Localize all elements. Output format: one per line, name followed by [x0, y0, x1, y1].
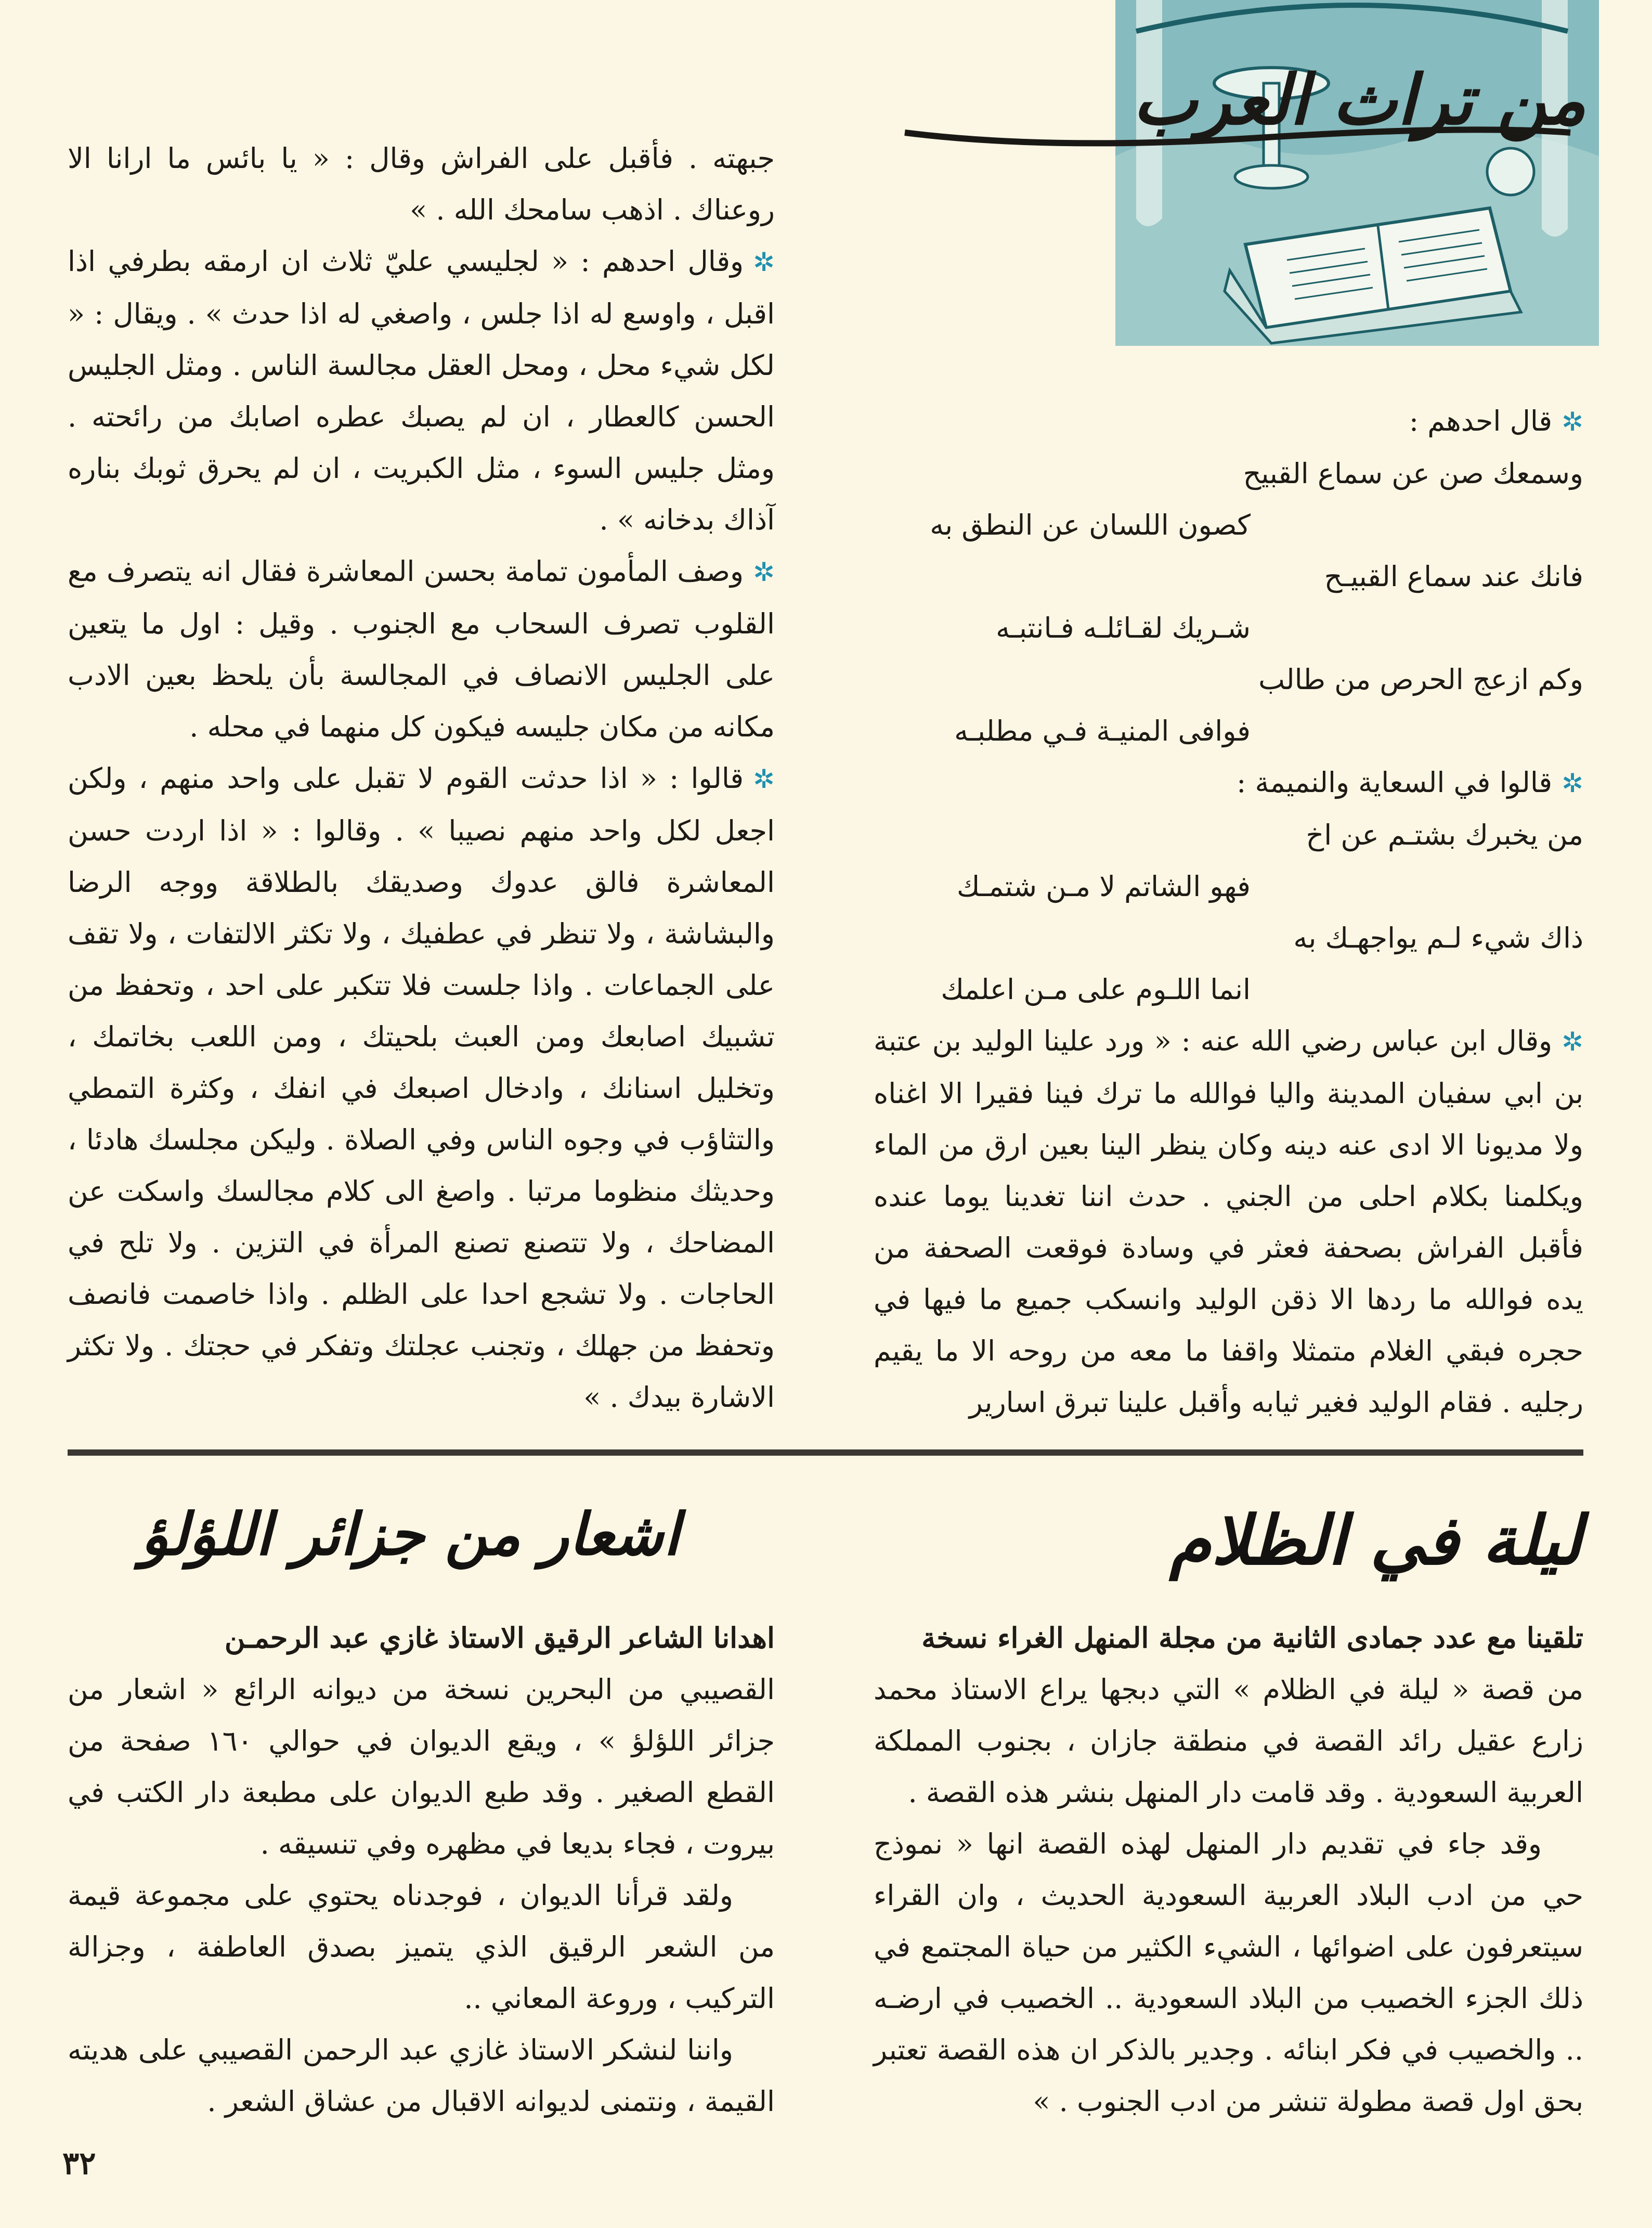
poem1-intro: ✲قال احدهم :	[1409, 405, 1583, 437]
poem2-intro: ✲قالوا في السعاية والنميمة :	[1237, 766, 1583, 799]
star-bullet-icon: ✲	[1562, 1027, 1583, 1057]
announcement-paragraph: القصيبي من البحرين نسخة من ديوانه الرائع « اشعار من جزائر اللؤلؤ » ، ويقع الديوان في حوالي ١٦٠ صفحة من القطع الصغير . وقد طبع الديوان على مطبعة دار الكتب في بيروت ، فجاء بديعا في مظهره وفي تنسيقه .	[68, 1673, 775, 1860]
mamun-paragraph: ✲وصف المأمون تمامة بحسن المعاشرة فقال انه يتصرف مع القلوب تصرف السحاب مع الجنوب . وقيل : اول ما يتعين على الجليس الانصاف في المجالسة بأن يلحظ بعين الادب مكانه من مكان جليسه فيكون كل منهما في محله .	[68, 555, 775, 743]
announcement-paragraph: واننا لنشكر الاستاذ غازي عبد الرحمن القصيبي على هديته القيمة ، ونتمنى لديوانه الاقبال من عشاق الشعر .	[68, 2033, 775, 2118]
verse-second-half: فوافى المنيـة فـي مطلبـه	[954, 715, 1251, 747]
verse-second-half: فهو الشاتم لا مـن شتمـك	[956, 870, 1251, 903]
poem2	[874, 809, 1583, 1015]
announcement-paragraph: من قصة « ليلة في الظلام » التي دبجها يراع الاستاذ محمد زارع عقيل رائد القصة في منطقة جازان ، بجنوب المملكة العربية السعودية . وقد قامت دار المنهل بنشر هذه القصة .	[874, 1673, 1583, 1809]
announcement-lead: تلقينا مع عدد جمادى الثانية من مجلة المنهل الغراء نسخة	[921, 1621, 1583, 1654]
book-announcement	[68, 1612, 775, 2127]
etiquette-paragraph: ✲قالوا : « اذا حدثت القوم لا تقبل على واحد منهم ، ولكن اجعل لكل واحد منهم نصيبا » . وقالوا : « اذا اردت حسن المعاشرة فالق عدوك وصديقك بالطلاقة ووجه الرضا والبشاشة ، ولا تنظر في عطفيك ، ولا تكثر الالتفات ، ولا تقف على الجماعات . واذا جلست فلا تتكبر على احد ، وتحفظ من تشبيك اصابعك ومن العبث بلحيتك ، ومن اللعب بخاتمك ، وتخليل اسنانك ، وادخال اصبعك في انفك ، وكثرة التمطي والتثاؤب في وجوه الناس وفي الصلاة . وليكن مجلسك هادئا ، وحديثك منظوما مرتبا . واصغ الى كلام مجالسك واسكت عن المضاحك ، ولا تتصنع تصنع المرأة في التزين . ولا تلح في الحاجات . ولا تشجع احدا على الظلم . واذا خاصمت فانصف وتحفظ من جهلك ، وتجنب عجلتك وتفكر في حجتك . ولا تكثر الاشارة بيدك . »	[68, 762, 775, 1414]
companion-paragraph: ✲وقال احدهم : « لجليسي عليّ ثلاث ان ارمقه بطرفي اذا اقبل ، واوسع له اذا جلس ، واصغي له اذا حدث » . ويقال : « لكل شيء محل ، ومحل العقل مجالسة الناس . ومثل الجليس الحسن كالعطار ، ان لم يصبك عطره اصابك من رائحته . ومثل جليس السوء ، مثل الكبريت ، ان لم يحرق ثوبك بناره آذاك بدخانه » .	[68, 245, 775, 536]
banner-title: من تراث العرب	[1133, 60, 1586, 140]
star-bullet-icon: ✲	[1562, 407, 1583, 437]
story-heading: ليلة في الظلام	[1169, 1500, 1582, 1580]
verse-first-half: من يخبرك بشتـم عن اخ	[1306, 819, 1583, 851]
star-bullet-icon: ✲	[753, 247, 775, 277]
verse-first-half: وسمعك صن عن سماع القبيح	[1243, 457, 1583, 490]
page-number: ٣٢	[62, 2145, 96, 2182]
story-end-paragraph: جبهته . فأقبل على الفراش وقال : « يا بائس ما ارانا الا روعناك . اذهب سامحك الله . »	[68, 142, 775, 226]
story-announcement	[874, 1612, 1583, 2127]
verse-first-half: وكم ازعج الحرص من طالب	[1258, 663, 1583, 696]
verse-second-half: شـريك لقـائلـه فـانتبـه	[996, 612, 1251, 644]
star-bullet-icon: ✲	[753, 557, 775, 587]
verse-second-half: انما اللـوم على مـن اعلمك	[941, 973, 1251, 1006]
poem1	[874, 448, 1583, 757]
verse-first-half: ذاك شيء لـم يواجهـك به	[1293, 922, 1583, 954]
book-heading: اشعار من جزائر اللؤلؤ	[140, 1500, 680, 1569]
announcement-lead: اهدانا الشاعر الرقيق الاستاذ غازي عبد الرحمـن	[224, 1621, 775, 1654]
books-and-lamp-illustration	[1115, 0, 1599, 346]
left-column	[68, 133, 775, 1423]
right-column	[874, 395, 1583, 1428]
announcement-paragraph: وقد جاء في تقديم دار المنهل لهذه القصة انها « نموذج حي من ادب البلاد العربية السعودية الحديث ، وان القراء سيتعرفون على اضوائها ، الشيء الكثير من حياة المجتمع في ذلك الجزء الخصيب من البلاد السعودية .. الخصيب في ارضـه .. والخصيب في فكر ابنائه . وجدير بالذكر ان هذه القصة تعتبر بحق اول قصة مطولة تنشر من ادب الجنوب . »	[874, 1828, 1583, 2118]
verse-second-half: كصون اللسان عن النطق به	[930, 509, 1251, 541]
story-paragraph: ✲وقال ابن عباس رضي الله عنه : « ورد علينا الوليد بن عتبة بن ابي سفيان المدينة واليا فوالله ما ترك فينا فقيرا الا اغناه ولا مديونا الا ادى عنه دينه وكان ينظر الينا بعين ارق من الماء ويكلمنا بكلام احلى من الجني . حدث اننا تغدينا يوما عنده فأقبل الفراش بصحفة فعثر في وسادة فوقعت الصحفة من يده فوالله ما ردها الا ذقن الوليد وانسكب جميع ما فيها في حجره فبقي الغلام متمثلا واقفا ما معه من روحه الا ما يقيم رجليه . فقام الوليد فغير ثيابه وأقبل علينا تبرق اسارير	[874, 1025, 1583, 1419]
section-divider	[68, 1449, 1583, 1456]
star-bullet-icon: ✲	[753, 764, 775, 794]
verse-first-half: فانك عند سماع القبيـح	[1324, 560, 1583, 593]
star-bullet-icon: ✲	[1562, 768, 1583, 798]
section-banner	[894, 60, 1586, 153]
announcement-paragraph: ولقد قرأنا الديوان ، فوجدناه يحتوي على مجموعة قيمة من الشعر الرقيق الذي يتميز بصدق العاطفة ، وجزالة التركيب ، وروعة المعاني ..	[68, 1879, 775, 2015]
